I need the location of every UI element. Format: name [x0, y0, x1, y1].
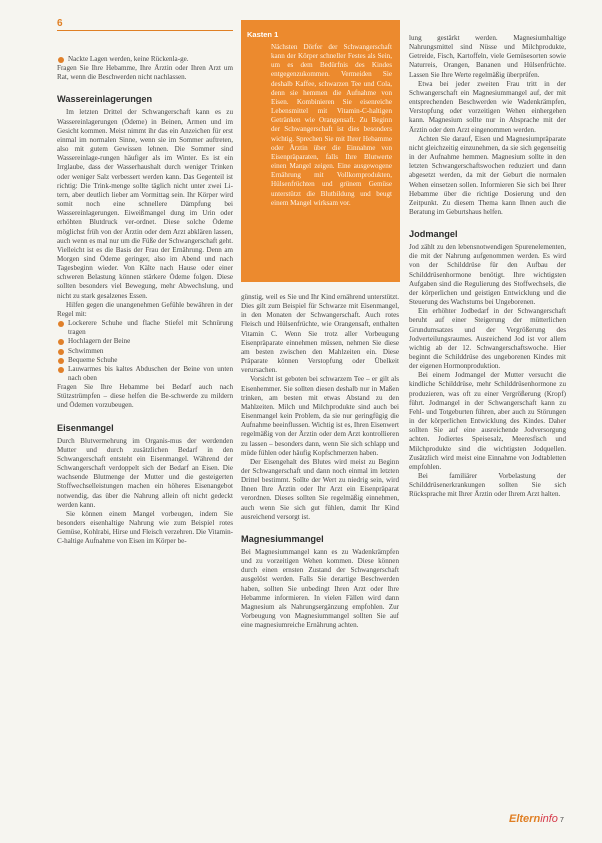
paragraph: Ein erhöhter Jodbedarf in der Schwangerschaft beruht auf einer Steigerung der mütterlichen Grundumsatzes und der Vergrößerung des Jodverteilungsraumes. Ausreichend Jod ist vor allem wichtig ab der 12. Schwangerschaftswoche. Hier beginnt die Schilddrüse des ungeborenen Kindes mit der eigenen Hormonproduktion. — [409, 307, 566, 371]
footer-page-number: 7 — [559, 817, 564, 824]
page-number: 6 — [57, 18, 63, 29]
column-3 — [409, 34, 566, 500]
paragraph: günstig, weil es Sie und Ihr Kind ernährend unterstützt. Dies gilt zum Beispiel für Schwarze mit Eisenmangel, in den Monaten der Schwangerschaft. Auch rotes Fleisch und Hülsenfrüchte, wie Orangensaft, enthalten Vitamin C. Wenn Sie trotz aller Vorbeugung Eisenpräparate einnehmen müssen, nehmen Sie diese am besten zwischen den Mahlzeiten ein. Diese Präparate können Verstopfung oder Übelkeit verursachen. — [241, 293, 399, 375]
heading-wassereinlagerungen: Wassereinlagerungen — [57, 94, 153, 105]
paragraph: Bei familiärer Vorbelastung der Schilddrüsenerkrankungen sollten Sie sich Rücksprache mit Ihrer Ärztin oder Ihrem Arzt halten. — [409, 472, 566, 499]
logo-part-eltern: Eltern — [509, 813, 541, 825]
heading-eisenmangel: Eisenmangel — [57, 422, 114, 433]
paragraph: Durch Blutvermehrung im Organis-mus der werdenden Mutter und durch zusätzlichen Bedarf in den Schwangerschaft entsteht ein Eisenmangel. Während der Schwangerschaft verdoppelt sich der Bedarf an Eisen. Die wachsende Blutmenge der Mutter und die gesteigerten Stoffwechselleistungen machen ein höheres Eisenangebot notwendig, das über die Nahrung allein oft nicht gedeckt werden kann. — [57, 436, 233, 509]
column-2 — [241, 293, 399, 630]
paragraph: Bei einem Jodmangel der Mutter versucht die kindliche Schilddrüse, mehr Schilddrüsenhormone zu produzieren, was oft zu einer Vergrößerung (Kropf) führt. Jodmangel in der Schwangerschaft kann zu Fehl- und Totgeburten führen, aber auch zu Störungen in der körperlichen Entwicklung des Kindes. Daher sollten Sie auf eine ausreichende Jodversorgung achten. Jodiertes Speisesalz, Meeresfisch und Milchprodukte sind die wichtigsten Jodquellen. Zusätzlich wird meist eine Einnahme von Jodtabletten empfohlen. — [409, 371, 566, 471]
paragraph: Jod zählt zu den lebensnotwendigen Spurenelementen, die mit der Nahrung aufgenommen werden. Es wird von der Schilddrüse für den Aufbau der Schilddrüsenhormone benötigt. Ihre wichtigsten Aufgaben sind die Regulierung des Stoffwechsels, die der körperlichen und geistigen Entwicklung und die Steuerung des Wachstums bei Ungeborenen. — [409, 243, 566, 307]
paragraph: Hilfen gegen die unangenehmen Gefühle bewähren in der Regel mit: — [57, 300, 233, 318]
top-rule — [57, 30, 233, 31]
list-item: Schwimmen — [57, 347, 233, 356]
paragraph: Etwa bei jeder zweiten Frau tritt in der Schwangerschaft ein Magnesiummangel auf, der mit entsprechenden Beschwerden wie Wadenkrämpfen, Verstopfung oder vorzeitigen Wehen einhergehen kann. Magnesium sollte nur in Absprache mit der Ärztin oder dem Arzt eingenommen werden. — [409, 79, 566, 134]
list-item: Bequeme Schuhe — [57, 356, 233, 365]
list-item: Nackte Lagen werden, keine Rückenla-ge. — [57, 55, 233, 64]
paragraph: Achten Sie darauf, Eisen und Magnesiumpräparate nicht gleichzeitig einzunehmen, da sie sich gegenseitig in der Aufnahme hemmen. Magnesium sollte in den letzten Schwangerschaftswochen reduziert und dann abgesetzt werden, da mit der Geburt die normalen Wehen einsetzen sollen. Informieren Sie sich bei Ihrer Hebamme über die richtige Dosierung und den Zeitpunkt. Zu diesem Thema kann Ihnen auch die Beratung im Geburtshaus helfen. — [409, 134, 566, 216]
box-text: Nächsten Dörfer der Schwangerschaft kann der Körper schneller Festes als Sein, um es dem Bedürfnis des Kindes entgegenzukommen. Vermeiden Sie deshalb Kaffee, schwarzen Tee und Cola, denn sie hemmen die Aufnahme von Eisen. Kombinieren Sie eisenreiche Lebensmittel mit Vitamin-C-haltigen Getränken wie Orangensaft. Zu Beginn der Schwangerschaft ist dies besonders wichtig. Sprechen Sie mit Ihrer Hebamme oder Ärztin über die Einnahme von Eisenpräparaten, falls Ihre Blutwerte einen Mangel zeigen. Eine ausgewogene Ernährung mit Vollkornprodukten, Hülsenfrüchten und grünem Gemüse unterstützt die Blutbildung und beugt einem Mangel wirksam vor. — [271, 43, 392, 207]
list-item: Hochlagern der Beine — [57, 337, 233, 346]
paragraph: Der Eisengehalt des Blutes wird meist zu Beginn der Schwangerschaft und dann noch einmal im letzten Drittel bestimmt. Sollte der Wert zu niedrig sein, wird Ihnen Ihre Ärztin oder Ihr Arzt ein Eisenpräparat verordnen. Dieses sollten Sie regelmäßig einnehmen, auch wenn Sie sich gut fühlen, damit Ihr Kind ausreichend versorgt ist. — [241, 457, 399, 521]
intro-list — [57, 55, 233, 64]
paragraph: Fragen Sie Ihre Hebamme, Ihre Ärztin oder Ihren Arzt um Rat, wenn die Beschwerden nicht nachlassen. — [57, 64, 233, 82]
box-title: Kasten 1 — [247, 30, 279, 39]
paragraph: Im letzten Drittel der Schwangerschaft kann es zu Wassereinlagerungen (Ödeme) in Beinen, Armen und im Gesicht kommen. Meist nimmt ihr das ein Anzeichen für erst einmal im normalen Sinne, wenn sie im Sommer auftreten, also mit gutem Gewissen lehnen. Die Sommer sind Wassereinlage-rungen häufiger als im Winter. Es ist ein Irrglaube, dass der Wasserhaushalt durch weniger Trinken oder weniger Salz verbessert werden kann. Das Gegenteil ist richtig: Die Trink-menge sollte täglich nicht unter zwei Li-tern, aber deutlich lieber am Vormittag sein. Ihr Körper wird somit noch eine schnellere Dämpfung bei Wassereinlagerungen. Eiweißmangel dung im Urin oder erhöhten Blutdruck ver-ordnet. Diese solche Ödeme möglichst früh von der Ärztin oder dem Arzt abklären lassen, auch wenn es mal nur um die Füße der Schwangerschaft geht. Vielleicht ist es die Basis der Frau der Ernährung. Denn am Morgen sind Ödeme geringer, also im Abend und nach Tagesbeginn wieder. Von Kälte nach Hause oder einer schweren Belastung können stärkere Ödeme folgen. Diese sollten besonders viel Bewegung, mehr Abwechslung, und nicht zu stark gesalzenes Essen. — [57, 108, 233, 300]
heading-magnesiummangel: Magnesiummangel — [241, 533, 324, 544]
logo-part-info: info — [540, 813, 558, 825]
orange-info-box — [241, 20, 400, 282]
paragraph: Sie können einem Mangel vorbeugen, indem Sie besonders eisenhaltige Nahrung wie zum Beispiel rotes Gemüse, Kohlrabi, Hirse und Fleisch verzehren. Die Vitamin-C-haltige Aufnahme von Eisen im Körper be- — [57, 509, 233, 546]
heading-jodmangel: Jodmangel — [409, 229, 458, 240]
paragraph: Bei Magnesiummangel kann es zu Wadenkrämpfen und zu vorzeitigen Wehen kommen. Diese können durch einen ernsten Zustand der Schwangerschaft ausgelöst werden. Falls Sie derartige Beschwerden haben, sollten Sie unbedingt Ihren Arzt oder Ihre Hebamme informieren. In vielen Fällen wird dann Magnesium als Nahrungsergänzung empfohlen. Zur Vorbeugung von Magnesiummangel sollten Sie auf eine magnesiumreiche Ernährung achten. — [241, 547, 399, 630]
paragraph: Fragen Sie Ihre Hebamme bei Bedarf auch nach Stützstrümpfen – diese helfen die Be-schwerde zu mildern und Ödemen vorzubeugen. — [57, 383, 233, 410]
paragraph: lung gestärkt werden. Magnesiumhaltige Nahrungsmittel sind Nüsse und Milchprodukte, Getreide, Fisch, Kartoffeln, viele Gemüsesorten sowie Naturreis, Orangen, Bananen und Hülsenfrüchte. Lassen Sie Ihre Werte regelmäßig überprüfen. — [409, 34, 566, 79]
column-1 — [57, 55, 233, 547]
list-item: Lauwarmes bis kaltes Abduschen der Beine von unten nach oben — [57, 365, 233, 383]
help-list — [57, 319, 233, 383]
paragraph: Vorsicht ist geboten bei schwarzem Tee – er gilt als Eisenhemmer. Sie sollten diesen deshalb nur in Maßen trinken, am besten mit etwas Abstand zu den Mahlzeiten. Milch und Milchprodukte sind auch bei Eisenmangel kein Problem, da sie nur geringfügig die Aufnahme beeinflussen. Wichtig ist es, Ihren Eisenwert regelmäßig von der Ärztin oder dem Arzt kontrollieren zu lassen – besonders dann, wenn Sie sich schlapp und müde fühlen oder häufig Kopfschmerzen haben. — [241, 375, 399, 457]
list-item: Lockerere Schuhe und flache Stiefel mit Schnürung tragen — [57, 319, 233, 337]
footer-logo — [509, 813, 564, 825]
